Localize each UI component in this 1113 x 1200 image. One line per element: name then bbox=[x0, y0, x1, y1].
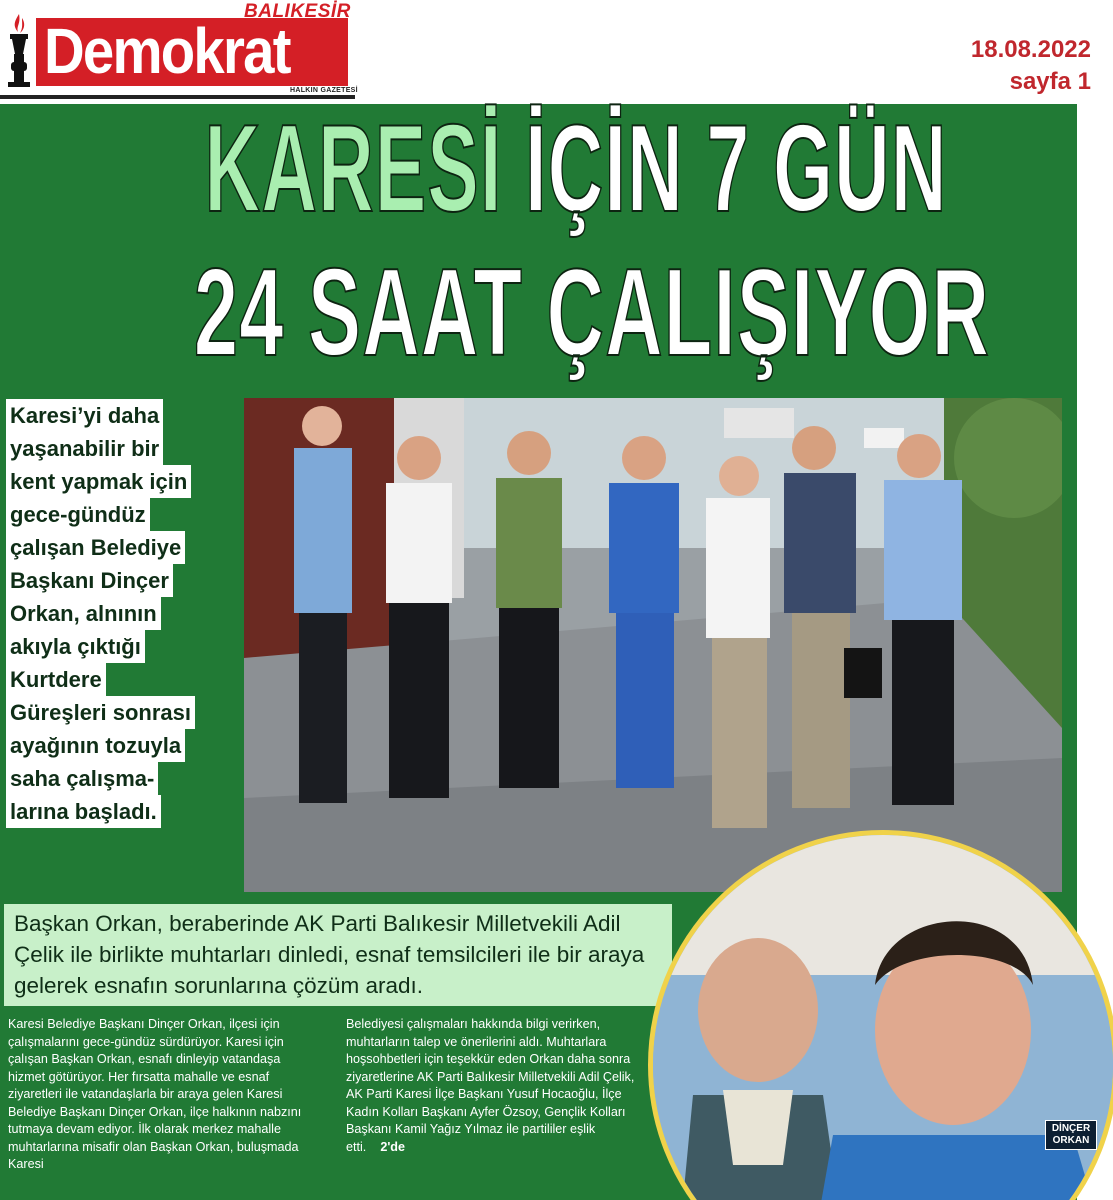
issue-page: sayfa 1 bbox=[1009, 68, 1091, 95]
lead-line: ayağının tozuyla bbox=[6, 729, 185, 762]
photo-caption-line-2: ORKAN bbox=[1052, 1135, 1090, 1146]
lead-line: Karesi’yi daha bbox=[6, 399, 163, 432]
logo-wordmark: Demokrat bbox=[44, 15, 290, 87]
lead-line: kent yapmak için bbox=[6, 465, 191, 498]
headline-karesi: KARESİ bbox=[204, 100, 503, 238]
body-column-1: Karesi Belediye Başkanı Dinçer Orkan, ilçesi için çalışmalarını gece-gündüz sürdürüyor. Karesi için çalışan Başkan Orkan, esnafı dinleyip vatandaşa hizmet götürüyor. Her fırsatta mahalle ve esnaf ziyaretleri ile vatandaşlarla bir araya gelen Karesi Belediye Başkanı Dinçer Orkan, ilçe halkının nabzını tutmaya devam ediyor. İlk olarak merkez mahalle muhtarlarına misafir olan Başkan Orkan, buluşmada Karesi bbox=[8, 1017, 302, 1171]
headline-line-2: 24 SAAT ÇALIŞIYOR bbox=[193, 244, 991, 382]
headline-line-1 bbox=[204, 100, 948, 238]
lead-line: çalışan Belediye bbox=[6, 531, 185, 564]
lead-line: Başkanı Dinçer bbox=[6, 564, 173, 597]
issue-date: 18.08.2022 bbox=[970, 36, 1091, 63]
continued-marker[interactable]: 2'de bbox=[380, 1139, 406, 1154]
logo-tagline: HALKIN GAZETESİ bbox=[290, 87, 358, 94]
masthead bbox=[0, 0, 1113, 104]
torch-icon bbox=[4, 10, 34, 90]
lead-line: akıyla çıktığı bbox=[6, 630, 145, 663]
lead-line: Güreşleri sonrası bbox=[6, 696, 195, 729]
lead-paragraph bbox=[6, 399, 236, 828]
subhead: Başkan Orkan, beraberinde AK Parti Balıkesir Milletvekili Adil Çelik ile birlikte muhtarları dinledi, esnaf temsilcileri ile bir araya gelerek esnafın sorunlarına çözüm aradı. bbox=[4, 904, 672, 1006]
lead-line: Orkan, alnının bbox=[6, 597, 161, 630]
photo-caption bbox=[1045, 1120, 1097, 1150]
body-column-2-text: Belediyesi çalışmaları hakkında bilgi verirken, muhtarların talep ve önerilerini aldı. Muhtarlara hoşsohbetleri için teşekkür eden Orkan daha sonra ziyaretlerine AK Parti Balıkesir Milletvekili Adil Çelik, AK Parti Karesi İlçe Başkanı Yusuf Hocaoğlu, İlçe Kadın Kolları Başkanı Ayfer Özsoy, Gençlik Kolları Başkanı Kamil Yağız Yılmaz ile partililer eşlik etti. bbox=[346, 1017, 635, 1154]
body-column-2 bbox=[346, 1016, 650, 1156]
lead-line: yaşanabilir bir bbox=[6, 432, 163, 465]
lead-line: gece-gündüz bbox=[6, 498, 150, 531]
photo-caption-line-1: DİNÇER bbox=[1051, 1123, 1091, 1134]
lead-line: saha çalışma- bbox=[6, 762, 158, 795]
main-photo[interactable] bbox=[244, 398, 1062, 892]
logo[interactable] bbox=[36, 15, 348, 87]
body-text bbox=[8, 1016, 638, 1196]
logo-city: BALIKESİR bbox=[244, 1, 351, 22]
masthead-rule bbox=[0, 95, 355, 99]
lead-line: larına başladı. bbox=[6, 795, 161, 828]
headline-icin-7-gun: İÇİN 7 GÜN bbox=[525, 100, 948, 238]
lead-line: Kurtdere bbox=[6, 663, 106, 696]
